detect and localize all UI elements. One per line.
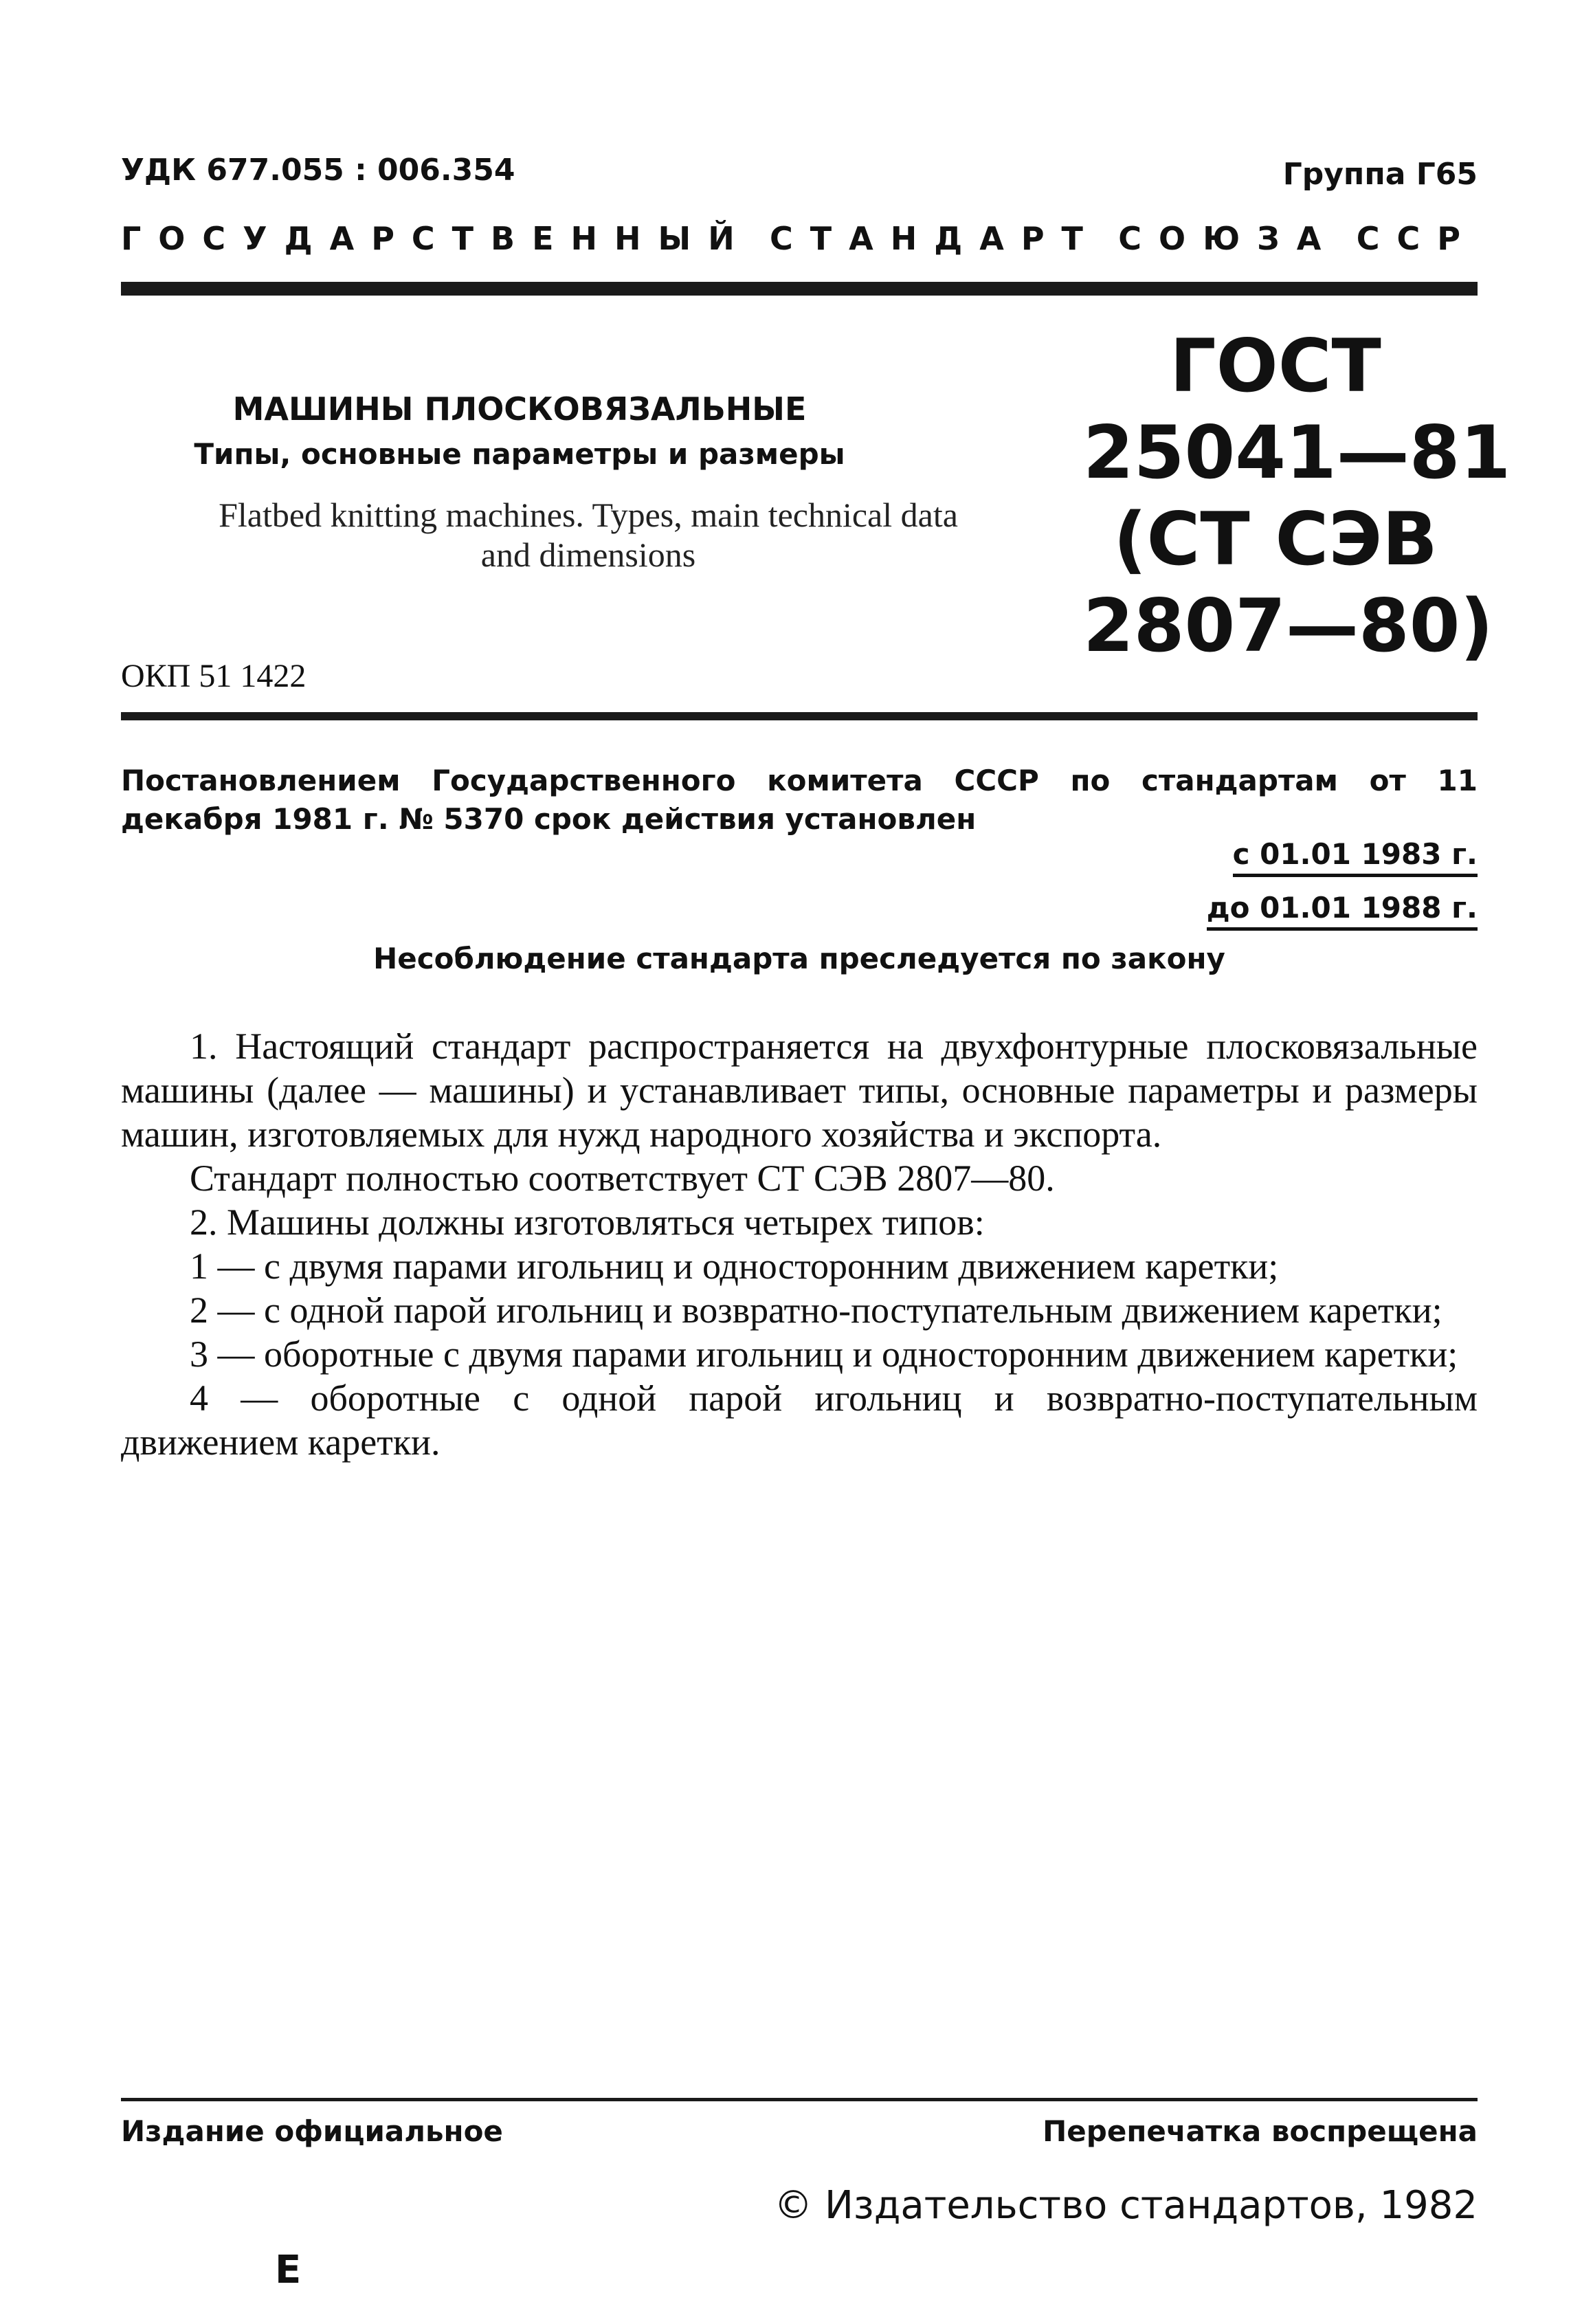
gost-label: ГОСТ [1170, 324, 1381, 408]
heading-word: СТАНДАРТ [770, 220, 1100, 257]
group-code: Группа Г65 [1282, 157, 1478, 192]
paragraph: Стандарт полностью соответствует СТ СЭВ 2807—80. [190, 1158, 1055, 1199]
edition-mark: Е [275, 2248, 302, 2292]
heading-word: ССР [1356, 220, 1478, 257]
gost-number-block [1083, 323, 1511, 669]
legal-warning: Несоблюдение стандарта преследуется по закону [373, 942, 1225, 975]
st-sev-label: (СТ СЭВ [1113, 497, 1438, 582]
title-en-line: and dimensions [480, 535, 696, 574]
document-title-ru: МАШИНЫ ПЛОСКОВЯЗАЛЬНЫЕ [232, 390, 807, 428]
list-item: 2 — с одной парой игольниц и возвратно-поступательным движением каретки; [190, 1290, 1442, 1331]
st-sev-number: 2807—80) [1083, 584, 1493, 668]
document-subtitle-ru: Типы, основные параметры и размеры [194, 437, 845, 471]
title-en-line: Flatbed knitting machines. Types, main technical data [219, 496, 958, 534]
list-item: 3 — оборотные с двумя парами игольниц и односторонним движением каретки; [190, 1333, 1458, 1375]
gost-number: 25041—81 [1083, 410, 1511, 495]
list-item: 4 — оборотные с одной парой игольниц и возвратно-поступательным движением каретки. [121, 1377, 1478, 1463]
paragraph: 2. Машины должны изготовляться четырех типов: [190, 1202, 985, 1243]
footer-rule [121, 2098, 1478, 2101]
body-text [121, 1024, 1478, 1464]
okp-code: ОКП 51 1422 [121, 658, 307, 694]
document-title-en [121, 495, 1056, 575]
header-rule [121, 282, 1478, 296]
title-rule [121, 712, 1478, 720]
decree-text: Постановлением Государственного комитета СССР по стандартам от 11 декабря 1981 г. № 5370 срок действия установлен [121, 764, 1478, 836]
state-standard-heading [121, 220, 1478, 257]
edition-label: Издание официальное [121, 2114, 503, 2148]
publisher-copyright: © Издательство стандартов, 1982 [774, 2183, 1478, 2228]
valid-to: до 01.01 1988 г. [1207, 891, 1478, 931]
udk-code: УДК 677.055 : 006.354 [121, 153, 515, 188]
list-item: 1 — с двумя парами игольниц и односторонним движением каретки; [190, 1246, 1279, 1287]
validity-period [1207, 837, 1478, 938]
reprint-notice: Перепечатка воспрещена [1043, 2114, 1478, 2148]
heading-word: СОЮЗА [1118, 220, 1339, 257]
heading-word: ГОСУДАРСТВЕННЫЙ [121, 220, 752, 257]
valid-from: с 01.01 1983 г. [1233, 837, 1478, 877]
paragraph: 1. Настоящий стандарт распространяется на двухфонтурные плосковязальные машины (далее — машины) и устанавливает типы, основные параметры и размеры машин, изготовляемых для нужд народного хозяйства и экспорта. [121, 1026, 1478, 1155]
